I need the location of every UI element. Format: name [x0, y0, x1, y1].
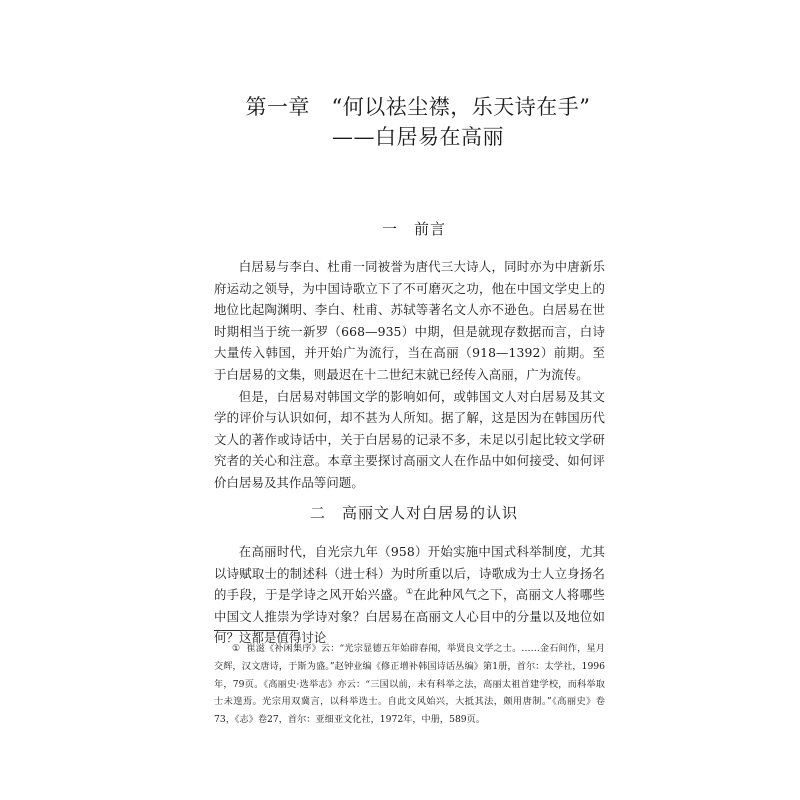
footnote [214, 640, 605, 729]
section-heading-recognition: 二 高丽文人对白居易的认识 [309, 504, 518, 522]
section1-body [214, 256, 605, 494]
footnote-reference[interactable]: ① [405, 587, 414, 597]
section-heading-preface: 一 前言 [381, 220, 446, 238]
paragraph [214, 541, 605, 649]
footnote-divider [214, 630, 298, 631]
section2-body [214, 541, 605, 649]
chapter-title-line2: ——白居易在高丽 [332, 125, 504, 149]
paragraph-text: 在高丽时代，自光宗九年（958）开始实施中国式科举制度，尤其以诗赋取士的制述科（进士科）为时所重以后，诗歌成为士人立身扬名的手段，于是学诗之风开始兴盛。 [214, 544, 605, 603]
chapter-title [228, 92, 608, 152]
paragraph: 白居易与李白、杜甫一同被誉为唐代三大诗人，同时亦为中唐新乐府运动之领导，为中国诗歌立下了不可磨灭之功，他在中国文学史上的地位比起陶渊明、李白、杜甫、苏轼等著名文人亦不逊色。白居易在世时期相当于统一新罗（668—935）中期，但是就现存数据而言，白诗大量传入韩国，并开始广为流行，当在高丽（918—1392）前期。至于白居易的文集，则最迟在十二世纪末就已经传入高丽，广为流传。 [214, 259, 605, 382]
chapter-title-line1: 第一章 “何以祛尘襟，乐天诗在手” [245, 95, 591, 119]
paragraph-text: 在此种风气之下，高丽文人将哪些中国文人推崇为学诗对象？白居易在高丽文人心目中的分量以及地位如何？这都是值得讨论 [214, 587, 605, 646]
paragraph: 但是，白居易对韩国文学的影响如何，或韩国文人对白居易及其文学的评价与认识如何，却不甚为人所知。据了解，这是因为在韩国历代文人的著作或诗话中，关于白居易的记录不多，未足以引起比较文学研究者的关心和注意。本章主要探讨高丽文人在作品中如何接受、如何评价白居易及其作品等问题。 [214, 388, 605, 490]
footnote-marker: ① [232, 643, 241, 654]
footnote-text: 崔滋《补闲集序》云：“光宗显德五年始辟春闱，举贤良文学之士。……金石间作，星月交辉，汉文唐诗，于斯为盛。”赵钟业编《修正增补韩国诗话丛编》第1册，首尔：太学社，1996年，79页。《高丽史·选举志》亦云：“三国以前，未有科举之法，高丽太祖首建学校，而科举取士未遑焉。光宗用双冀言，以科举选士。自此文风始兴，大抵其法，颇用唐制。”《高丽史》卷73，《志》卷27，首尔：亚细亚文化社，1972年，中册，589页。 [214, 643, 605, 726]
